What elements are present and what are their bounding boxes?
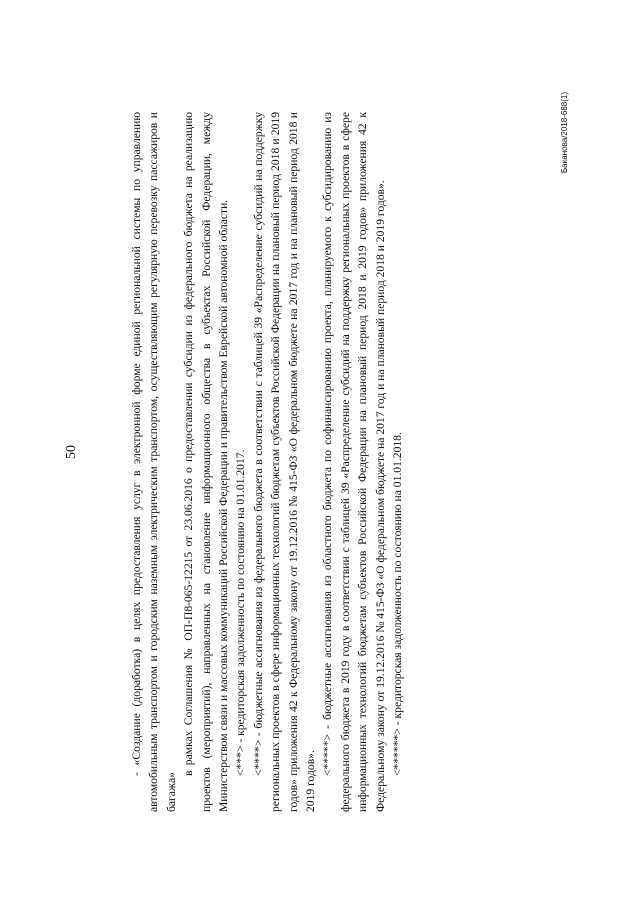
paragraph-agreement: в рамках Соглашения № ОП-П8-065-12215 от 23.06.2016 о предоставлении субсидии из федерального бюджета на реализацию проектов (мероприятий), направленных на становление информационного общества в субъектах Российской Федерации, между Министерством связи и массовых коммуникаций Российской Федерации и правительством Еврейской автономной области. xyxy=(182,112,231,812)
document-stamp: Баканова/2018-688(1) xyxy=(560,92,569,174)
document-body xyxy=(128,112,407,812)
rotated-page xyxy=(40,52,600,852)
paragraph-project-title: - «Создание (доработка) в целях предоставления услуг в электронной форме единой региональной системы по управлению автомобильным транспортом и городским наземным электрическим транспортом, осуществляющим регулярную перевозку пассажиров и багажа» xyxy=(130,112,178,812)
footnote-5: <*****> - бюджетные ассигнования из областного бюджета по софинансированию проекта, планируемого к субсидированию из федерального бюджета в 2019 году в соответствии с таблицей 39 «Распределение субсидий на поддержку региональных проектов в сфере информационных технологий бюджетам субъектов Российской Федерации на плановый период 2018 и 2019 годов» приложения 42 к Федеральному закону от 19.12.2016 № 415-ФЗ «О федеральном бюджете на 2017 год и на плановый период 2018 и 2019 годов». xyxy=(321,112,387,812)
footnote-3: <***> - кредиторская задолженность по состоянию на 01.01.2017. xyxy=(234,449,248,776)
footnote-6: <******> - кредиторская задолженность по состоянию на 01.01.2018. xyxy=(391,432,405,776)
footnote-4: <****> - бюджетные ассигнования из федерального бюджета в соответствии с таблицей 39 «Распределение субсидий на поддержку региональных проектов в сфере информационных технологий бюджетам субъектов Российской Федерации на плановый период 2018 и 2019 годов» приложения 42 к Федеральному закону от 19.12.2016 № 415-ФЗ «О федеральном бюджете на 2017 год и на плановый период 2018 и 2019 годов». xyxy=(251,112,318,812)
page-number: 50 xyxy=(64,445,79,459)
